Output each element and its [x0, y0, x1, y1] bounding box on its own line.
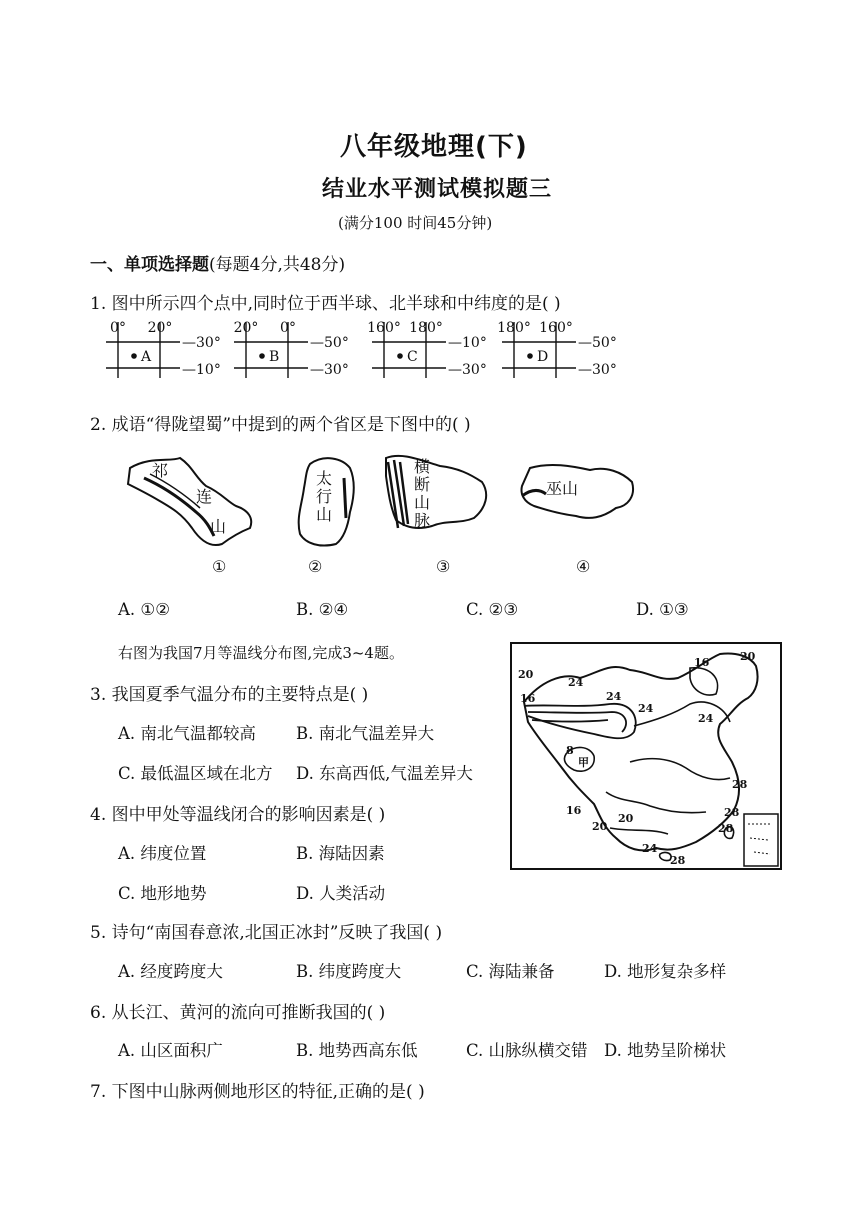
- section-heading: [90, 250, 345, 275]
- q2-option-a: A. ①②: [118, 600, 170, 619]
- map3-label-shan: 山: [414, 493, 431, 512]
- map4-label-wushan: 巫山: [546, 479, 579, 498]
- map1-number: ①: [212, 557, 227, 576]
- q4-option-d: D. 人类活动: [296, 884, 386, 903]
- q6-option-b: B. 地势西高东低: [296, 1041, 418, 1060]
- isotherm-label: 甲: [578, 756, 589, 769]
- q5-option-d: D. 地形复杂多样: [604, 962, 727, 981]
- grid-d-top-left-label: 180°: [497, 320, 531, 336]
- grid-a-top-right-label: 20°: [147, 320, 173, 336]
- map3-number: ③: [436, 557, 451, 576]
- coordinate-grid-c: [367, 320, 487, 378]
- china-july-isotherm-map: [510, 642, 782, 870]
- isotherm-label: 24: [638, 702, 654, 715]
- grid-point-label-d: D: [537, 349, 549, 365]
- q5-option-c: C. 海陆兼备: [466, 962, 555, 981]
- isotherm-label: 16: [520, 692, 536, 705]
- q3-option-c: C. 最低温区域在北方: [118, 764, 273, 783]
- question-6-stem: 6. 从长江、黄河的流向可推断我国的( ): [90, 1003, 386, 1023]
- isotherm-label: 28: [670, 854, 686, 867]
- grid-b-top-right-label: 0°: [280, 320, 296, 336]
- grid-point-d: [527, 353, 533, 359]
- q6-option-c: C. 山脉纵横交错: [466, 1041, 588, 1060]
- map-intro: 右图为我国7月等温线分布图,完成3~4题。: [118, 644, 404, 662]
- isotherm-label: 20: [592, 820, 608, 833]
- exam-meta: (满分100 时间45分钟): [338, 214, 493, 232]
- isotherm-label: 24: [606, 690, 622, 703]
- q6-option-d: D. 地势呈阶梯状: [604, 1041, 727, 1060]
- q6-option-a: A. 山区面积广: [118, 1041, 223, 1060]
- map3-label-duan: 断: [414, 475, 431, 494]
- isotherm-label: 28: [718, 822, 734, 835]
- map1-label-lian: 连: [196, 487, 213, 506]
- isotherm-label: 20: [618, 812, 634, 825]
- isotherm-label: 28: [724, 806, 740, 819]
- question-1-stem: 1. 图中所示四个点中,同时位于西半球、北半球和中纬度的是( ): [90, 294, 561, 314]
- q4-option-a: A. 纬度位置: [118, 844, 207, 863]
- map2-number: ②: [308, 557, 323, 576]
- q2-option-b: B. ②④: [296, 600, 349, 619]
- q3-option-b: B. 南北气温差异大: [296, 724, 435, 743]
- map3-label-heng: 横: [414, 457, 431, 476]
- page-subtitle: 结业水平测试模拟题三: [322, 177, 553, 202]
- map4-number: ④: [576, 557, 591, 576]
- q2-option-d: D. ①③: [636, 600, 689, 619]
- q5-option-b: B. 纬度跨度大: [296, 962, 402, 981]
- section-note: (每题4分,共48分): [209, 255, 346, 275]
- section-label: 一、单项选择题: [90, 255, 209, 275]
- grid-c-top-left-label: 160°: [367, 320, 401, 336]
- grid-c-right-bottom-label: —30°: [448, 362, 487, 378]
- isotherm-label: 16: [566, 804, 582, 817]
- grid-point-label-a: A: [141, 349, 152, 365]
- coordinate-grid-d: [497, 320, 617, 378]
- isotherm-label: 24: [568, 676, 584, 689]
- question-3-stem: 3. 我国夏季气温分布的主要特点是( ): [90, 685, 369, 705]
- grid-a-right-top-label: —30°: [182, 335, 221, 351]
- grid-d-top-right-label: 160°: [539, 320, 573, 336]
- question-7-stem: 7. 下图中山脉两侧地形区的特征,正确的是( ): [90, 1082, 425, 1102]
- q4-option-b: B. 海陆因素: [296, 844, 385, 863]
- province-map-sichuan: [386, 456, 486, 576]
- isotherm-label: 20: [740, 650, 756, 663]
- isotherm-label: 8: [566, 744, 574, 757]
- province-map-shanxi: [299, 458, 354, 576]
- isotherm-label: 24: [698, 712, 714, 725]
- isotherm-label: 24: [642, 842, 658, 855]
- q4-option-c: C. 地形地势: [118, 884, 207, 903]
- q1-grid-figures: [100, 318, 620, 380]
- province-map-gansu: [128, 458, 251, 576]
- grid-c-top-right-label: 180°: [409, 320, 443, 336]
- isotherm-label: 28: [732, 778, 748, 791]
- grid-b-top-left-label: 20°: [233, 320, 259, 336]
- q3-option-d: D. 东高西低,气温差异大: [296, 764, 473, 783]
- isotherm-label: 20: [518, 668, 534, 681]
- question-5-stem: 5. 诗句“南国春意浓,北国正冰封”反映了我国( ): [90, 923, 443, 943]
- q2-province-maps: [110, 448, 650, 578]
- grid-point-label-c: C: [407, 349, 418, 365]
- grid-b-right-top-label: —50°: [310, 335, 349, 351]
- grid-point-label-b: B: [269, 349, 280, 365]
- coordinate-grid-b: [234, 320, 349, 378]
- page-title: 八年级地理(下): [340, 132, 528, 162]
- map2-label-tai: 太: [316, 469, 333, 488]
- grid-point-c: [397, 353, 403, 359]
- isotherm-label: 16: [694, 656, 710, 669]
- province-map-hubei: [522, 465, 634, 576]
- grid-b-right-bottom-label: —30°: [310, 362, 349, 378]
- grid-point-b: [259, 353, 265, 359]
- grid-d-right-top-label: —50°: [578, 335, 617, 351]
- map2-label-shan: 山: [316, 505, 333, 524]
- coordinate-grid-a: [106, 320, 221, 378]
- q5-option-a: A. 经度跨度大: [118, 962, 223, 981]
- grid-c-right-top-label: —10°: [448, 335, 487, 351]
- map1-label-shan: 山: [210, 517, 227, 536]
- grid-d-right-bottom-label: —30°: [578, 362, 617, 378]
- question-2-stem: 2. 成语“得陇望蜀”中提到的两个省区是下图中的( ): [90, 415, 471, 435]
- map1-label-qi: 祁: [152, 461, 169, 480]
- question-4-stem: 4. 图中甲处等温线闭合的影响因素是( ): [90, 805, 386, 825]
- map3-label-mai: 脉: [414, 511, 431, 530]
- grid-a-right-bottom-label: —10°: [182, 362, 221, 378]
- map2-label-xing: 行: [316, 487, 333, 506]
- grid-point-a: [131, 353, 137, 359]
- q3-option-a: A. 南北气温都较高: [118, 724, 256, 743]
- q2-option-c: C. ②③: [466, 600, 519, 619]
- grid-a-top-left-label: 0°: [110, 320, 126, 336]
